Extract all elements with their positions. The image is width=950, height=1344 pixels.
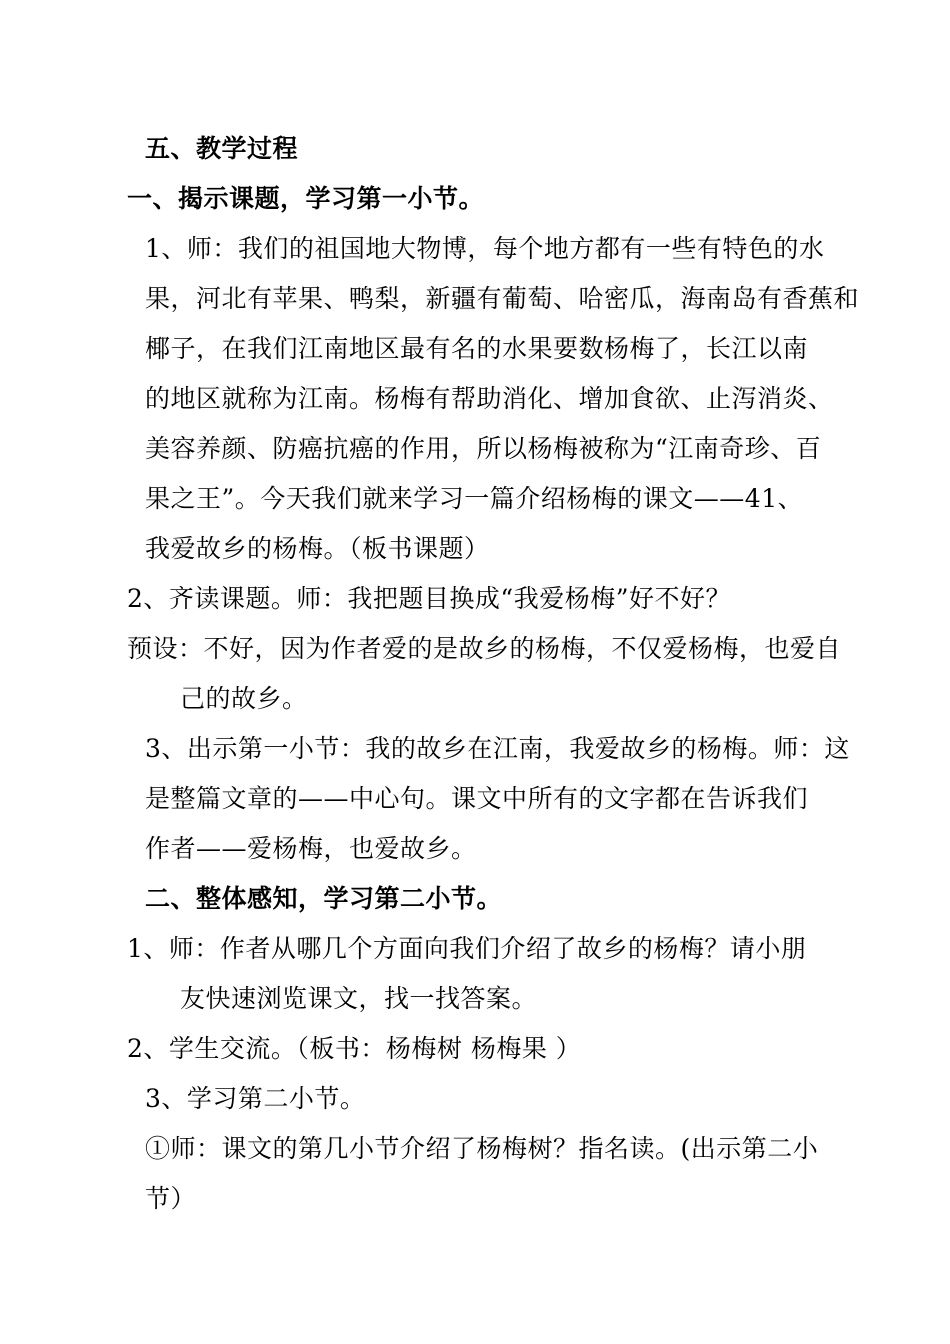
section2-item1-line: 友快速浏览课文，找一找答案。 [180, 984, 538, 1013]
section1-item3-line: 3、出示第一小节：我的故乡在江南，我爱故乡的杨梅。师：这 [145, 734, 850, 763]
section1-item3-line: 作者——爱杨梅，也爱故乡。 [145, 834, 477, 863]
section1-item1-line: 果，河北有苹果、鸭梨，新疆有葡萄、哈密瓜，海南岛有香蕉和 [145, 284, 860, 313]
preset-answer-line: 己的故乡。 [180, 684, 308, 713]
teaching-process-heading: 五、教学过程 [145, 134, 299, 163]
section1-item1-line: 椰子，在我们江南地区最有名的水果要数杨梅了，长江以南 [145, 334, 809, 363]
section1-item3-line: 是整篇文章的——中心句。课文中所有的文字都在告诉我们 [145, 784, 809, 813]
section2-heading: 二、整体感知，学习第二小节。 [145, 884, 503, 913]
section2-item1-line: 1、师：作者从哪几个方面向我们介绍了故乡的杨梅？请小朋 [127, 934, 807, 963]
section1-heading: 一、揭示课题，学习第一小节。 [127, 184, 485, 213]
section1-item1-line: 美容养颜、防癌抗癌的作用，所以杨梅被称为“江南奇珍、百 [145, 434, 822, 463]
section2-item3: 3、学习第二小节。 [145, 1084, 366, 1113]
section2-sub1-line: 节） [145, 1184, 197, 1213]
section1-item1-line: 的地区就称为江南。杨梅有帮助消化、增加食欲、止泻消炎、 [145, 384, 834, 413]
section2-item2: 2、学生交流。（板书：杨梅树 杨梅果 ） [127, 1034, 582, 1063]
section1-item1-line: 我爱故乡的杨梅。（板书课题） [145, 534, 490, 563]
section1-item2: 2、齐读课题。师：我把题目换成“我爱杨梅”好不好？ [127, 584, 731, 613]
section1-item1-line: 1、师：我们的祖国地大物博，每个地方都有一些有特色的水 [145, 234, 825, 263]
section1-item1-line: 果之王”。今天我们就来学习一篇介绍杨梅的课文——41、 [145, 484, 804, 513]
preset-answer-line: 预设：不好，因为作者爱的是故乡的杨梅，不仅爱杨梅，也爱自 [127, 634, 842, 663]
section2-sub1-line: ①师：课文的第几小节介绍了杨梅树？指名读。(出示第二小 [145, 1134, 819, 1163]
